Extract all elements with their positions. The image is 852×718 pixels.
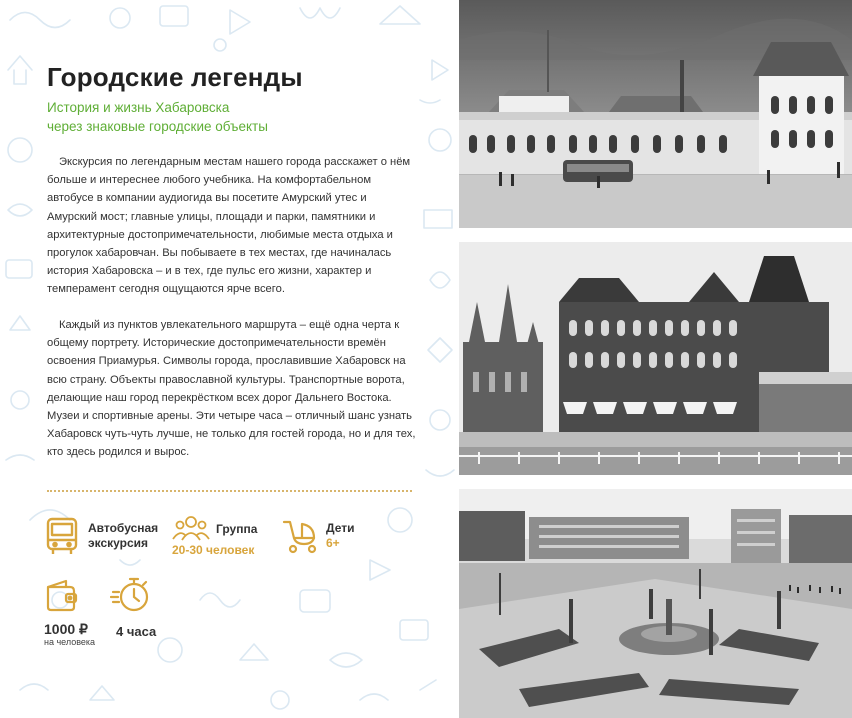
- subtitle-line-1: История и жизнь Хабаровска: [47, 100, 230, 115]
- wallet-icon: [44, 577, 80, 613]
- group-label: Группа: [216, 521, 258, 536]
- kids-label: Дети: [326, 520, 355, 535]
- price-note: на человека: [44, 637, 96, 647]
- description-paragraph-2: Каждый из пунктов увлекательного маршрута – ещё одна черта к общему портрету. Исторические достопримечательности времён освоения Приамурья. Символы города, прославившие Хабаровск на всю страну. Объекты православной культуры. Транспортные ворота, делающие наш город перекрёстком всех дорог Дальнего Востока. Музеи и спортивные арены. Эти четыре часа – отличный шанс узнать Хабаровск чуть-чуть лучше, не только для гостей города, но и для тех, кто здесь родился и вырос.: [47, 319, 416, 459]
- bus-tour-line-1: Автобусная: [88, 521, 159, 535]
- baby-stroller-icon: [282, 516, 320, 554]
- historic-building-image: [459, 242, 852, 475]
- bus-tour-line-2: экскурсия: [88, 536, 149, 550]
- price-value: 1000 ₽: [44, 621, 88, 637]
- page-title: Городские легенды: [47, 62, 303, 92]
- info-kids-age: [282, 516, 354, 554]
- group-size-value: 20-30 человек: [172, 543, 255, 557]
- bus-icon: [45, 516, 79, 556]
- photo-city-square: [459, 489, 852, 718]
- subtitle-line-2: через знаковые городские объекты: [47, 119, 268, 134]
- photo-historic-building: [459, 242, 852, 475]
- info-price: [44, 577, 95, 648]
- info-bus-tour: [45, 516, 158, 556]
- city-square-image: [459, 489, 852, 718]
- stopwatch-icon: [110, 575, 154, 615]
- railway-station-image: [459, 0, 852, 228]
- info-duration: [110, 575, 156, 639]
- kids-age-value: 6+: [326, 535, 340, 550]
- section-divider: [47, 490, 412, 492]
- group-people-icon: [172, 514, 210, 544]
- description-paragraph-1: Экскурсия по легендарным местам нашего города расскажет о нём больше и интереснее любого учебника. На комфортабельном автобусе в компании аудиогида вы посетите Амурский утес и Амурский мост; главные улицы, площади и парки, памятники и архитектурные достопримечательности, любимые места отдыха и прогулок хабаровчан. Вы побываете в тех местах, где начиналась история Хабаровска – и в тех, где пульс его жизни, характер и темперамент сегодня ощущаются ярче всего.: [47, 156, 411, 296]
- info-group-size: [172, 514, 257, 544]
- photo-railway-station: [459, 0, 852, 228]
- page-subtitle: [47, 98, 427, 136]
- duration-value: 4 часа: [116, 624, 157, 639]
